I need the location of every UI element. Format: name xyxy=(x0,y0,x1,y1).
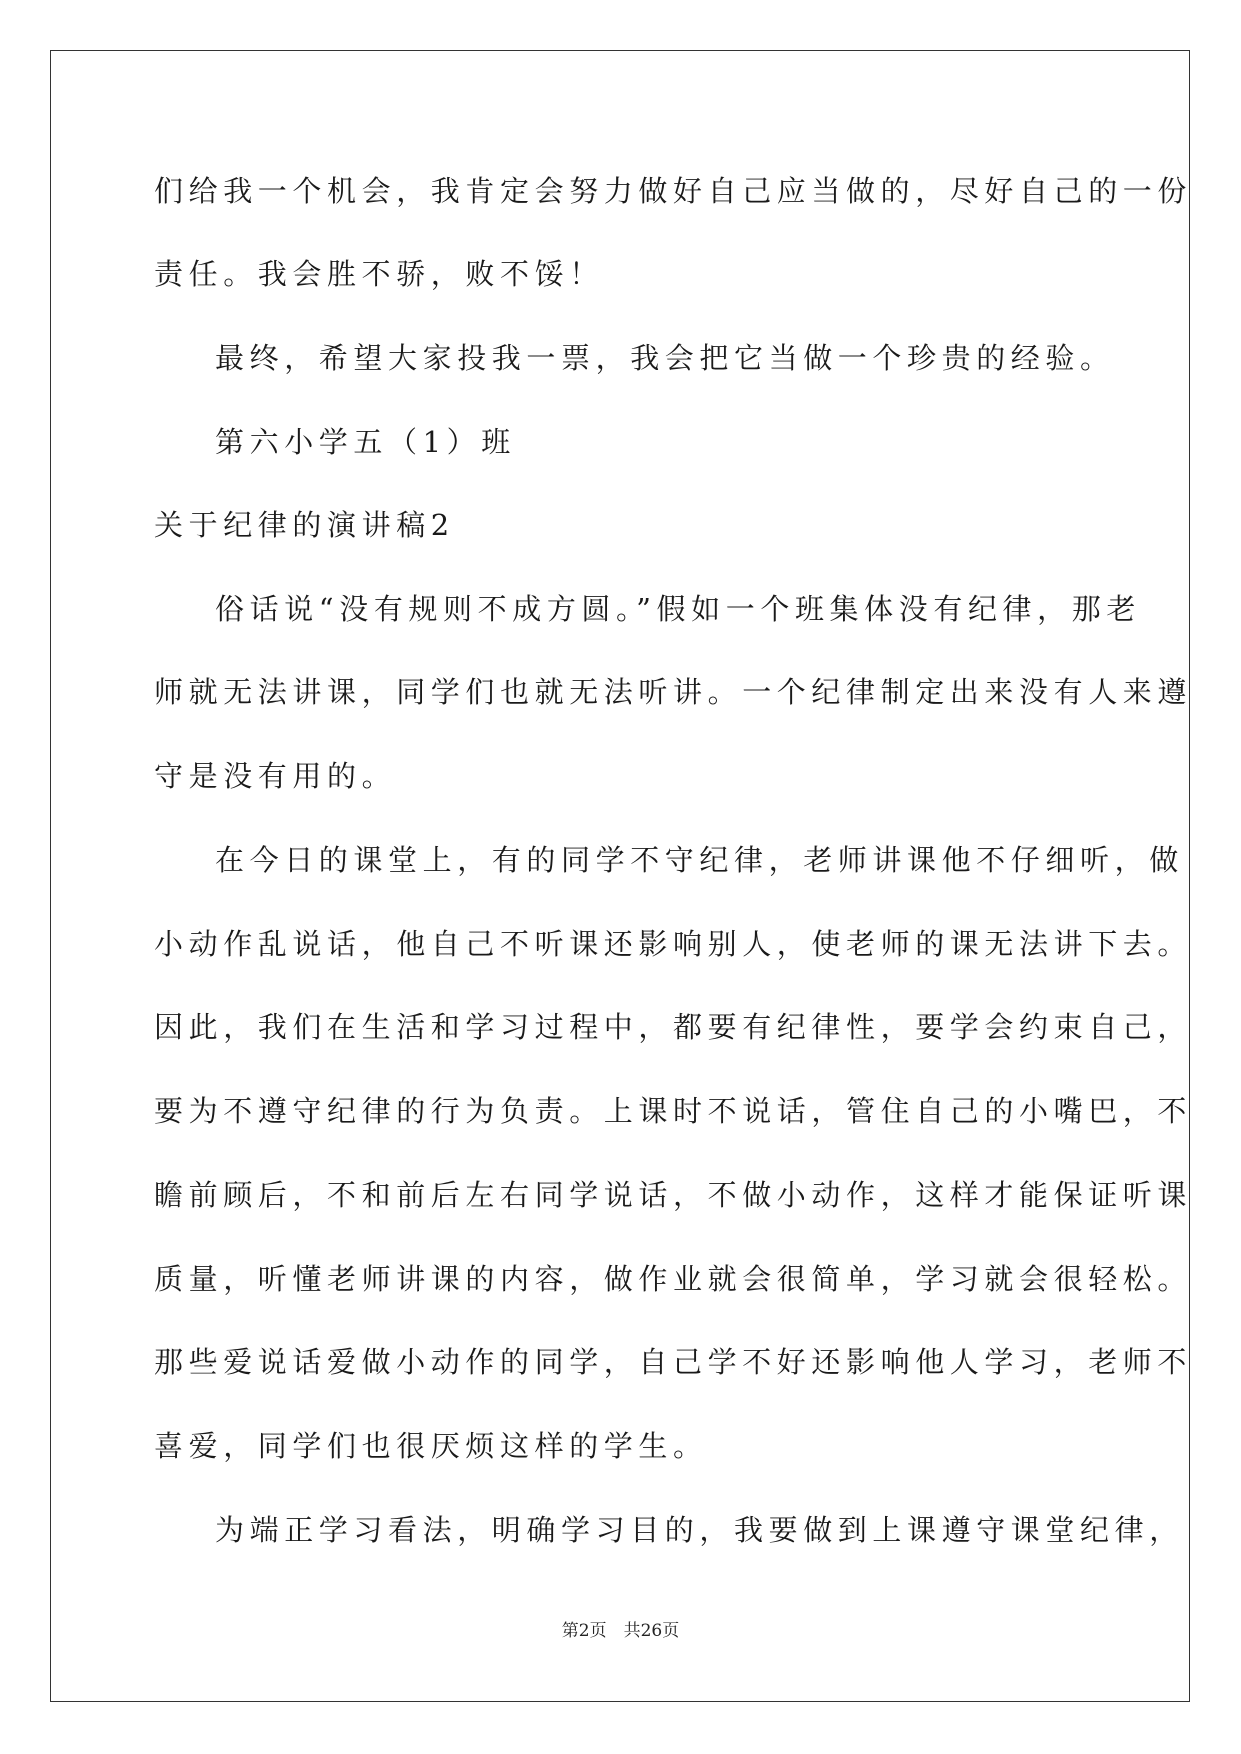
body-line-17: 为端正学习看法，明确学习目的，我要做到上课遵守课堂纪律， xyxy=(215,1513,1184,1547)
body-line-12: 要为不遵守纪律的行为负责。上课时不说话，管住自己的小嘴巴，不 xyxy=(154,1094,1193,1128)
body-line-11: 因此，我们在生活和学习过程中，都要有纪律性，要学会约束自己， xyxy=(154,1010,1193,1044)
body-line-2: 责任。我会胜不骄，败不馁！ xyxy=(154,257,604,291)
body-line-10: 小动作乱说话，他自己不听课还影响别人，使老师的课无法讲下去。 xyxy=(154,927,1193,961)
body-line-15: 那些爱说话爱做小动作的同学，自己学不好还影响他人学习，老师不 xyxy=(154,1345,1193,1379)
body-line-16: 喜爱，同学们也很厌烦这样的学生。 xyxy=(154,1429,708,1463)
body-line-1: 们给我一个机会，我肯定会努力做好自己应当做的，尽好自己的一份 xyxy=(154,174,1193,208)
page-footer: 第2页 共26页 xyxy=(561,1621,680,1641)
body-line-6: 俗话说“没有规则不成方圆。”假如一个班集体没有纪律，那老 xyxy=(215,592,1141,626)
body-line-13: 瞻前顾后，不和前后左右同学说话，不做小动作，这样才能保证听课 xyxy=(154,1178,1193,1212)
class-signature: 第六小学五（1）班 xyxy=(215,425,516,459)
body-line-8: 守是没有用的。 xyxy=(154,759,397,793)
body-line-9: 在今日的课堂上，有的同学不守纪律，老师讲课他不仔细听，做 xyxy=(215,843,1184,877)
section-title: 关于纪律的演讲稿2 xyxy=(154,508,455,542)
body-line-7: 师就无法讲课，同学们也就无法听讲。一个纪律制定出来没有人来遵 xyxy=(154,675,1193,709)
body-line-3: 最终，希望大家投我一票，我会把它当做一个珍贵的经验。 xyxy=(215,341,1115,375)
body-line-14: 质量，听懂老师讲课的内容，做作业就会很简单，学习就会很轻松。 xyxy=(154,1262,1193,1296)
